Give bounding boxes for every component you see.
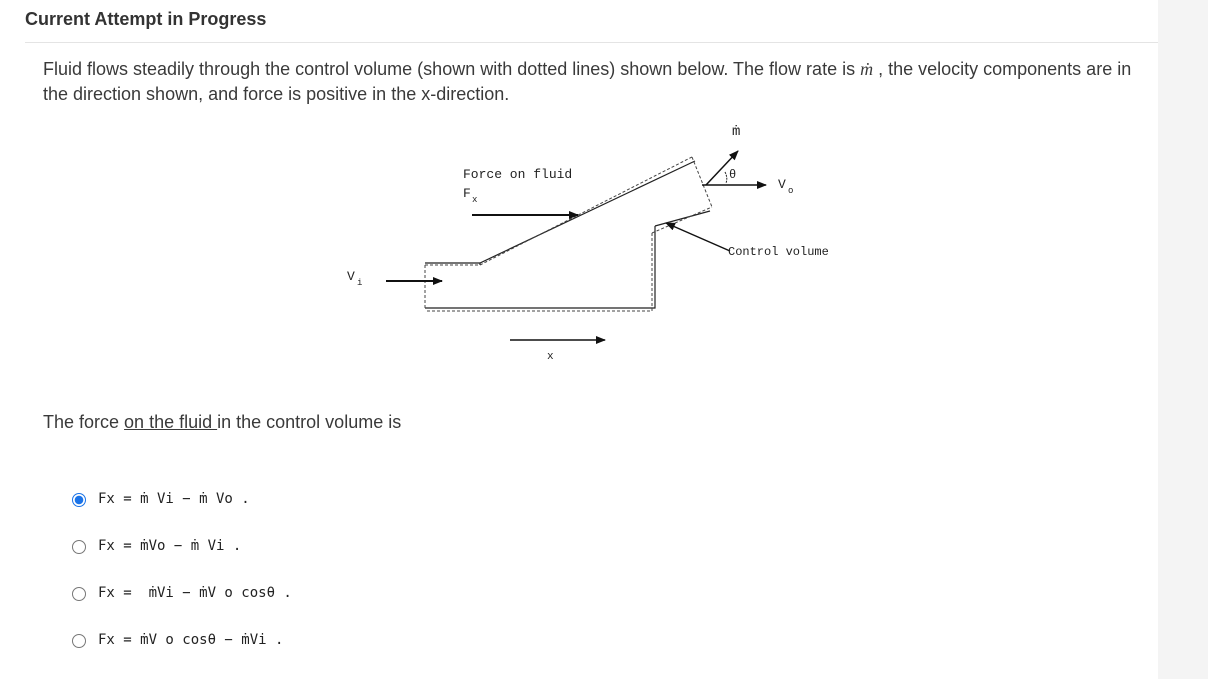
mdot-label: ṁ bbox=[732, 124, 741, 140]
question-text-before: Fluid flows steadily through the control volume (shown with dotted lines) shown below. The flow rate is bbox=[43, 59, 861, 79]
prompt-underlined: on the fluid bbox=[124, 412, 218, 432]
vi-label: V bbox=[347, 269, 355, 284]
answer-option-3[interactable] bbox=[72, 582, 292, 629]
force-symbol: F bbox=[463, 186, 471, 201]
theta-label: θ bbox=[729, 168, 737, 182]
option-1-text: Fx = ṁ Vi − ṁ Vo . bbox=[98, 491, 250, 507]
option-4-text: Fx = ṁV o cosθ − ṁVi . bbox=[98, 632, 284, 648]
force-subscript: x bbox=[472, 195, 478, 205]
question-mdot: ṁ bbox=[860, 59, 874, 79]
radio-option-2[interactable] bbox=[72, 540, 86, 554]
answer-option-2[interactable] bbox=[72, 535, 292, 582]
page-title: Current Attempt in Progress bbox=[25, 9, 267, 29]
control-volume-label: Control volume bbox=[728, 245, 829, 259]
question-text bbox=[43, 57, 1148, 107]
vo-label: V bbox=[778, 177, 786, 192]
prompt-before: The force bbox=[43, 412, 125, 432]
x-label: x bbox=[547, 351, 554, 363]
answer-options bbox=[72, 488, 292, 676]
radio-option-1[interactable] bbox=[72, 493, 86, 507]
control-volume-diagram bbox=[330, 115, 850, 375]
option-3-text: Fx = ṁVi − ṁV o cosθ . bbox=[98, 585, 292, 601]
header-divider bbox=[25, 42, 1158, 43]
question-text-after: , the velocity components are in the direction shown, and force is positive in the x-direction. bbox=[43, 59, 1132, 104]
option-2-text: Fx = ṁVo − ṁ Vi . bbox=[98, 538, 242, 554]
theta-arc bbox=[725, 172, 727, 183]
control-volume-pointer bbox=[666, 223, 730, 251]
prompt-after: in the control volume is bbox=[217, 412, 402, 432]
answer-option-4[interactable] bbox=[72, 629, 292, 676]
radio-option-4[interactable] bbox=[72, 634, 86, 648]
answer-option-1[interactable] bbox=[72, 488, 292, 535]
vi-subscript: i bbox=[357, 278, 363, 288]
radio-option-3[interactable] bbox=[72, 587, 86, 601]
vo-subscript: o bbox=[788, 186, 794, 196]
pipe-outline bbox=[425, 161, 710, 308]
prompt-text bbox=[43, 412, 401, 433]
force-label: Force on fluid bbox=[463, 167, 573, 182]
